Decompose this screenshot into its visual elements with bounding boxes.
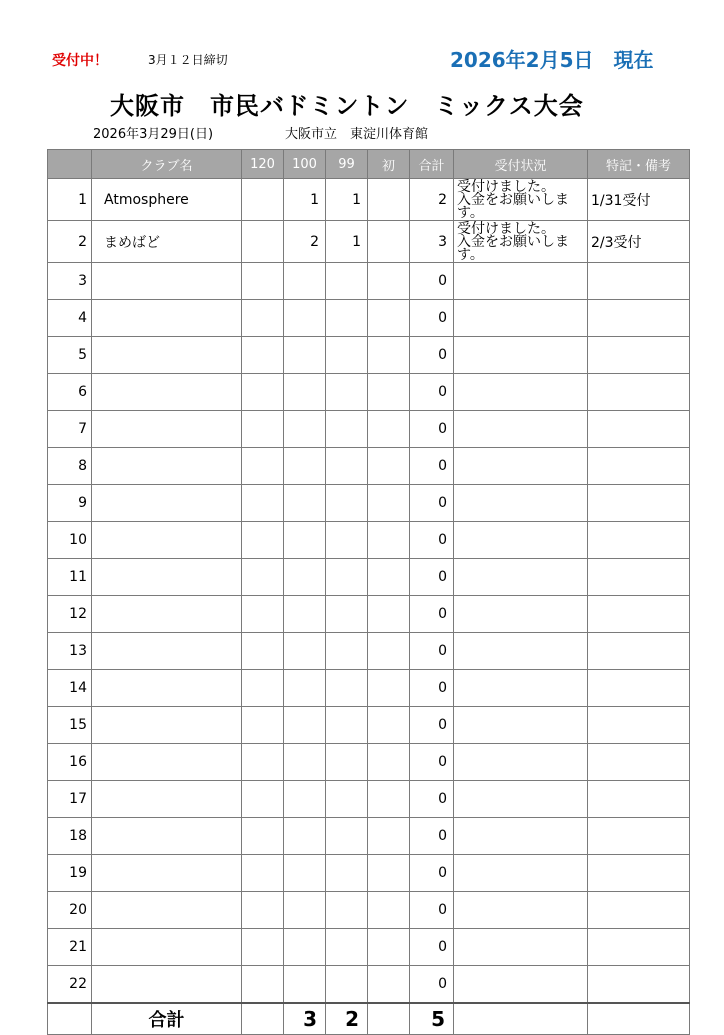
row-total: 0 (410, 596, 454, 633)
count-99 (326, 485, 368, 522)
col-total: 合計 (410, 150, 454, 179)
note-cell (588, 707, 690, 744)
totals-notes-blank (588, 1003, 690, 1035)
count-120 (242, 633, 284, 670)
table-row (48, 179, 690, 221)
club-name (92, 559, 242, 596)
count-100 (284, 966, 326, 1004)
count-first (368, 929, 410, 966)
row-total: 0 (410, 966, 454, 1004)
row-total: 0 (410, 818, 454, 855)
row-total: 0 (410, 522, 454, 559)
reception-status-cell (454, 337, 588, 374)
row-number: 13 (48, 633, 92, 670)
row-total: 0 (410, 781, 454, 818)
count-100 (284, 596, 326, 633)
row-total: 0 (410, 374, 454, 411)
club-name (92, 966, 242, 1004)
note-cell (588, 670, 690, 707)
count-first (368, 781, 410, 818)
count-100 (284, 744, 326, 781)
count-99 (326, 411, 368, 448)
count-first (368, 670, 410, 707)
row-number: 8 (48, 448, 92, 485)
count-99 (326, 670, 368, 707)
count-first (368, 485, 410, 522)
total-100: 3 (284, 1003, 326, 1035)
club-name (92, 448, 242, 485)
count-99 (326, 855, 368, 892)
note-cell (588, 448, 690, 485)
count-120 (242, 929, 284, 966)
count-99 (326, 744, 368, 781)
count-99 (326, 707, 368, 744)
count-first (368, 179, 410, 221)
total-first (368, 1003, 410, 1035)
club-name (92, 670, 242, 707)
count-120 (242, 781, 284, 818)
note-cell (588, 781, 690, 818)
reception-status-cell (454, 485, 588, 522)
count-120 (242, 448, 284, 485)
table-row (48, 744, 690, 781)
count-99 (326, 522, 368, 559)
event-date: 2026年3月29日(日) (93, 127, 214, 142)
row-number: 7 (48, 411, 92, 448)
reception-status-cell (454, 411, 588, 448)
total-120 (242, 1003, 284, 1035)
count-first (368, 707, 410, 744)
club-name (92, 707, 242, 744)
count-120 (242, 300, 284, 337)
totals-reception-blank (454, 1003, 588, 1035)
count-100 (284, 707, 326, 744)
club-name (92, 300, 242, 337)
note-cell: 2/3受付 (588, 221, 690, 263)
reception-status-cell (454, 633, 588, 670)
row-number: 18 (48, 818, 92, 855)
count-100 (284, 781, 326, 818)
row-number: 9 (48, 485, 92, 522)
row-total: 0 (410, 411, 454, 448)
club-name (92, 485, 242, 522)
club-name: まめばど (92, 221, 242, 263)
row-number: 5 (48, 337, 92, 374)
row-total: 0 (410, 707, 454, 744)
reception-status-cell (454, 300, 588, 337)
row-total: 0 (410, 263, 454, 300)
venue: 大阪市立 東淀川体育館 (285, 127, 429, 142)
note-cell (588, 337, 690, 374)
club-name (92, 855, 242, 892)
col-no (48, 150, 92, 179)
count-100 (284, 892, 326, 929)
col-first: 初 (368, 150, 410, 179)
count-100 (284, 300, 326, 337)
count-100 (284, 818, 326, 855)
reception-status-cell (454, 263, 588, 300)
totals-blank (48, 1003, 92, 1035)
count-100 (284, 411, 326, 448)
count-99 (326, 781, 368, 818)
club-name (92, 929, 242, 966)
row-total: 0 (410, 892, 454, 929)
club-name (92, 596, 242, 633)
reception-status-cell (454, 929, 588, 966)
count-99 (326, 559, 368, 596)
count-120 (242, 596, 284, 633)
reception-status-cell (454, 707, 588, 744)
count-120 (242, 744, 284, 781)
col-99: 99 (326, 150, 368, 179)
row-number: 4 (48, 300, 92, 337)
count-first (368, 596, 410, 633)
count-99 (326, 300, 368, 337)
reception-status-cell (454, 448, 588, 485)
table-row (48, 966, 690, 1004)
row-number: 2 (48, 221, 92, 263)
reception-status-cell: 受付けました。 入金をお願いします。 (454, 221, 588, 263)
row-total: 0 (410, 448, 454, 485)
reception-status: 受付中！ (52, 53, 108, 69)
club-name (92, 818, 242, 855)
count-first (368, 892, 410, 929)
row-total: 0 (410, 633, 454, 670)
grand-total: 5 (410, 1003, 454, 1035)
table-row (48, 411, 690, 448)
row-total: 2 (410, 179, 454, 221)
note-cell (588, 892, 690, 929)
note-cell (588, 559, 690, 596)
count-99 (326, 633, 368, 670)
count-120 (242, 966, 284, 1004)
count-120 (242, 707, 284, 744)
count-100 (284, 670, 326, 707)
total-99: 2 (326, 1003, 368, 1035)
club-name (92, 411, 242, 448)
count-first (368, 300, 410, 337)
deadline: 3月１２日締切 (148, 53, 228, 67)
count-first (368, 448, 410, 485)
count-first (368, 263, 410, 300)
table-row (48, 522, 690, 559)
count-first (368, 818, 410, 855)
row-number: 11 (48, 559, 92, 596)
count-first (368, 855, 410, 892)
row-number: 1 (48, 179, 92, 221)
table-row (48, 818, 690, 855)
row-total: 3 (410, 221, 454, 263)
table-row (48, 929, 690, 966)
row-number: 19 (48, 855, 92, 892)
count-99 (326, 966, 368, 1004)
count-100 (284, 929, 326, 966)
count-120 (242, 263, 284, 300)
club-name (92, 744, 242, 781)
row-total: 0 (410, 929, 454, 966)
count-100: 2 (284, 221, 326, 263)
table-row (48, 892, 690, 929)
count-100 (284, 448, 326, 485)
reception-status-cell (454, 744, 588, 781)
row-number: 22 (48, 966, 92, 1004)
row-total: 0 (410, 855, 454, 892)
row-number: 21 (48, 929, 92, 966)
table-row (48, 448, 690, 485)
row-total: 0 (410, 300, 454, 337)
row-number: 15 (48, 707, 92, 744)
count-99 (326, 337, 368, 374)
table-row (48, 374, 690, 411)
count-100 (284, 337, 326, 374)
count-100: 1 (284, 179, 326, 221)
count-99 (326, 818, 368, 855)
col-club-name: クラブ名 (92, 150, 242, 179)
count-120 (242, 670, 284, 707)
row-number: 3 (48, 263, 92, 300)
row-number: 16 (48, 744, 92, 781)
club-name (92, 892, 242, 929)
count-100 (284, 855, 326, 892)
count-99: 1 (326, 221, 368, 263)
row-total: 0 (410, 337, 454, 374)
count-first (368, 966, 410, 1004)
row-total: 0 (410, 559, 454, 596)
table-row (48, 263, 690, 300)
count-120 (242, 374, 284, 411)
count-99 (326, 596, 368, 633)
count-100 (284, 263, 326, 300)
count-100 (284, 559, 326, 596)
note-cell (588, 300, 690, 337)
club-name (92, 522, 242, 559)
table-row (48, 707, 690, 744)
count-99: 1 (326, 179, 368, 221)
club-name (92, 633, 242, 670)
table-row (48, 221, 690, 263)
count-100 (284, 485, 326, 522)
count-120 (242, 221, 284, 263)
row-total: 0 (410, 744, 454, 781)
club-name: Atmosphere (92, 179, 242, 221)
reception-status-cell (454, 596, 588, 633)
count-100 (284, 374, 326, 411)
reception-status-cell (454, 966, 588, 1004)
count-99 (326, 263, 368, 300)
col-notes: 特記・備考 (588, 150, 690, 179)
reception-status-cell (454, 670, 588, 707)
note-cell: 1/31受付 (588, 179, 690, 221)
count-99 (326, 929, 368, 966)
note-cell (588, 929, 690, 966)
row-number: 17 (48, 781, 92, 818)
current-date: 2026年2月5日 現在 (450, 48, 654, 72)
note-cell (588, 633, 690, 670)
row-total: 0 (410, 485, 454, 522)
table-row (48, 670, 690, 707)
club-name (92, 263, 242, 300)
note-cell (588, 744, 690, 781)
table-row (48, 781, 690, 818)
reception-status-cell: 受付けました。 入金をお願いします。 (454, 179, 588, 221)
club-name (92, 781, 242, 818)
entry-table (47, 149, 690, 1035)
count-120 (242, 179, 284, 221)
note-cell (588, 485, 690, 522)
count-120 (242, 522, 284, 559)
row-total: 0 (410, 670, 454, 707)
totals-label: 合計 (92, 1003, 242, 1035)
col-100: 100 (284, 150, 326, 179)
count-first (368, 337, 410, 374)
count-99 (326, 892, 368, 929)
note-cell (588, 596, 690, 633)
count-120 (242, 411, 284, 448)
reception-status-cell (454, 781, 588, 818)
count-first (368, 559, 410, 596)
club-name (92, 374, 242, 411)
table-row (48, 337, 690, 374)
count-120 (242, 818, 284, 855)
reception-status-cell (454, 522, 588, 559)
totals-row (48, 1003, 690, 1035)
row-number: 14 (48, 670, 92, 707)
count-first (368, 522, 410, 559)
count-100 (284, 633, 326, 670)
note-cell (588, 263, 690, 300)
col-120: 120 (242, 150, 284, 179)
row-number: 20 (48, 892, 92, 929)
count-120 (242, 559, 284, 596)
note-cell (588, 818, 690, 855)
note-cell (588, 522, 690, 559)
table-header (48, 150, 690, 179)
note-cell (588, 411, 690, 448)
table-row (48, 855, 690, 892)
count-first (368, 744, 410, 781)
note-cell (588, 855, 690, 892)
reception-status-cell (454, 374, 588, 411)
club-name (92, 337, 242, 374)
row-number: 12 (48, 596, 92, 633)
row-number: 10 (48, 522, 92, 559)
reception-status-cell (454, 892, 588, 929)
count-120 (242, 892, 284, 929)
count-first (368, 633, 410, 670)
note-cell (588, 374, 690, 411)
row-number: 6 (48, 374, 92, 411)
count-99 (326, 374, 368, 411)
table-row (48, 596, 690, 633)
table-row (48, 485, 690, 522)
note-cell (588, 966, 690, 1004)
count-99 (326, 448, 368, 485)
count-first (368, 411, 410, 448)
count-100 (284, 522, 326, 559)
count-120 (242, 485, 284, 522)
reception-status-cell (454, 559, 588, 596)
table-row (48, 633, 690, 670)
page-title: 大阪市 市民バドミントン ミックス大会 (110, 92, 584, 120)
reception-status-cell (454, 818, 588, 855)
table-row (48, 559, 690, 596)
count-120 (242, 337, 284, 374)
col-reception: 受付状況 (454, 150, 588, 179)
count-120 (242, 855, 284, 892)
reception-status-cell (454, 855, 588, 892)
count-first (368, 221, 410, 263)
table-row (48, 300, 690, 337)
count-first (368, 374, 410, 411)
